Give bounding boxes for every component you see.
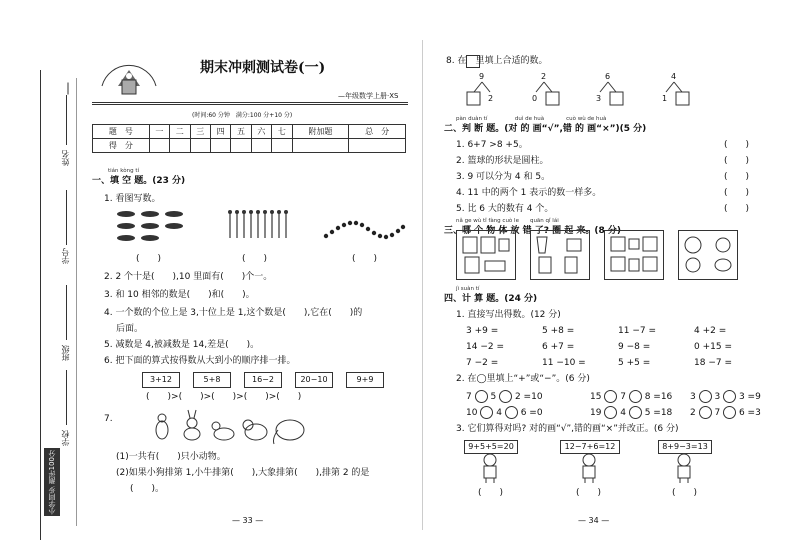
- fill-row: 10 4 6 =0: [466, 408, 543, 418]
- calc-item: 5 +8 =: [542, 326, 575, 336]
- judge-item: 1. 6+7 >8 +5。: [456, 140, 528, 150]
- q7-text: 7.: [104, 414, 113, 424]
- check-answer[interactable]: ( ): [576, 488, 602, 498]
- pins-icon: [226, 208, 290, 244]
- title-rule-2: [92, 104, 408, 105]
- operator-circle[interactable]: [604, 390, 617, 403]
- page-divider: [422, 40, 423, 530]
- score-cell[interactable]: [170, 139, 190, 153]
- school-label: 学校: [61, 430, 70, 446]
- check-answer[interactable]: ( ): [478, 488, 504, 498]
- q8-square: [466, 55, 480, 68]
- animals-illustration: [150, 408, 310, 446]
- sign-expression: 9+5+5=20: [464, 440, 518, 454]
- q1-blank[interactable]: ( ): [136, 254, 162, 264]
- calc-item: 18 −7 =: [694, 358, 732, 368]
- calc-q3-text: 3. 它们算得对吗? 对的画“√”,错的画“×”并改正。(6 分): [456, 424, 679, 434]
- bond-given: 1: [662, 94, 668, 103]
- score-header: 二: [170, 125, 190, 139]
- score-cell[interactable]: [292, 139, 349, 153]
- bond-given: 3: [596, 94, 602, 103]
- q7-2-text: (2)如果小狗排第 1,小牛排第( ),大象排第( ),排第 2 的是: [116, 468, 370, 478]
- order-blanks[interactable]: ( )>( )>( )>( )>( ): [146, 392, 302, 402]
- object-group-3[interactable]: [604, 230, 664, 280]
- expression-card: 3+12: [142, 372, 180, 388]
- spine-logo: 小学同步 测评100分: [44, 448, 60, 516]
- fill-row: 2 7 6 =3: [690, 408, 761, 418]
- school-line: [66, 370, 67, 425]
- calc-item: 5 +5 =: [618, 358, 651, 368]
- score-header: 四: [210, 125, 230, 139]
- spine-tick: [68, 83, 69, 95]
- sign-expression: 12−7+6=12: [560, 440, 620, 454]
- operator-circle[interactable]: [699, 406, 712, 419]
- bond-top: 4: [671, 72, 677, 81]
- calc-item: 6 +7 =: [542, 342, 575, 352]
- name-label: 姓名: [61, 150, 70, 166]
- q4-text-cont: 后面。: [116, 324, 144, 334]
- cartoon-character-icon: [575, 452, 603, 484]
- expression-card: 20−10: [295, 372, 333, 388]
- judge-item: 3. 9 可以分为 4 和 5。: [456, 172, 551, 182]
- operator-circle[interactable]: [723, 406, 736, 419]
- bond-given: 0: [532, 94, 538, 103]
- s3-pinyin: nǎ ge wù tǐ fàng cuò le quān qǐ lái: [456, 218, 559, 224]
- cartoon-character-icon: [670, 452, 698, 484]
- bond-top: 2: [541, 72, 547, 81]
- calc-item: 3 +9 =: [466, 326, 499, 336]
- cartoon-character-icon: [476, 452, 504, 484]
- bond-top: 6: [605, 72, 611, 81]
- class-line: [66, 285, 67, 340]
- page-number-right: — 34 —: [578, 516, 610, 525]
- caterpillar-icon: [116, 208, 190, 248]
- score-header: 三: [190, 125, 210, 139]
- page-title: 期末冲刺测试卷(一): [200, 60, 326, 76]
- object-group-1[interactable]: [456, 230, 516, 280]
- s4-pinyin: jì suàn tí: [456, 286, 480, 292]
- score-header: 五: [231, 125, 251, 139]
- operator-circle[interactable]: [475, 390, 488, 403]
- calc-item: 4 +2 =: [694, 326, 727, 336]
- operator-circle[interactable]: [629, 406, 642, 419]
- check-answer[interactable]: ( ): [672, 488, 698, 498]
- q1-blank[interactable]: ( ): [242, 254, 268, 264]
- expression-card: 16−2: [244, 372, 282, 388]
- operator-circle[interactable]: [723, 390, 736, 403]
- judge-item: 2. 篮球的形状是圆柱。: [456, 156, 549, 166]
- score-header: 一: [149, 125, 169, 139]
- calc-item: 14 −2 =: [466, 342, 504, 352]
- calc-q1-text: 1. 直接写出得数。(12 分): [456, 310, 561, 320]
- score-header: 题 号: [93, 125, 150, 139]
- s3-title: 三、哪 个 物 体 放 错 了? 圈 起 来。(8 分): [444, 226, 622, 236]
- student-id-line: [66, 190, 67, 245]
- operator-circle[interactable]: [499, 390, 512, 403]
- operator-circle[interactable]: [604, 406, 617, 419]
- judge-answer[interactable]: ( ): [724, 188, 750, 198]
- score-header: 六: [251, 125, 271, 139]
- calc-item: 9 −8 =: [618, 342, 651, 352]
- calc-item: 11 −10 =: [542, 358, 586, 368]
- sign-expression: 8+9−3=13: [658, 440, 712, 454]
- score-cell[interactable]: [272, 139, 292, 153]
- q3-text: 3. 和 10 相邻的数是( )和( )。: [104, 290, 255, 300]
- judge-answer[interactable]: ( ): [724, 172, 750, 182]
- score-row-label: 得 分: [93, 139, 150, 153]
- operator-circle[interactable]: [699, 390, 712, 403]
- q7-1-text: (1)一共有( )只小动物。: [116, 452, 226, 462]
- object-group-4[interactable]: [678, 230, 738, 280]
- score-cell[interactable]: [149, 139, 169, 153]
- class-label: 班级: [61, 345, 70, 361]
- page-number-left: — 33 —: [232, 516, 264, 525]
- q6-text: 6. 把下面的算式按得数从大到小的顺序排一排。: [104, 356, 296, 366]
- time-info: (时间:60 分钟 满分:100 分+10 分): [192, 112, 293, 119]
- expression-card: 9+9: [346, 372, 384, 388]
- q1-text: 1. 看图写数。: [104, 194, 161, 204]
- q7-2-text-cont: ( )。: [130, 484, 165, 494]
- series-logo: [96, 56, 162, 100]
- score-cell[interactable]: [349, 139, 406, 153]
- score-header: 七: [272, 125, 292, 139]
- grade-subtitle: —年级数学上册·XS: [338, 92, 399, 100]
- operator-circle[interactable]: [505, 406, 518, 419]
- object-group-2[interactable]: [530, 230, 590, 280]
- calc-item: 11 −7 =: [618, 326, 656, 336]
- q5-text: 5. 减数是 4,被减数是 14,差是( )。: [104, 340, 260, 350]
- s2-title: 二、判 断 题。(对 的 画“√”,错 的 画“×”)(5 分): [444, 124, 647, 134]
- spine-border: [40, 70, 41, 540]
- judge-answer[interactable]: ( ): [724, 140, 750, 150]
- judge-item: 5. 比 6 大的数有 4 个。: [456, 204, 554, 214]
- score-cell[interactable]: [231, 139, 251, 153]
- operator-circle[interactable]: [629, 390, 642, 403]
- bond-given: 2: [488, 94, 494, 103]
- score-header: 总 分: [349, 125, 406, 139]
- fill-row: 3 3 3 =9: [690, 392, 761, 402]
- score-table: [92, 124, 406, 153]
- fill-row: 19 4 5 =18: [590, 408, 673, 418]
- score-cell[interactable]: [210, 139, 230, 153]
- calc-q2-text: 2. 在◯里填上“+”或“−”。(6 分): [456, 374, 590, 384]
- fill-row: 15 7 8 =16: [590, 392, 673, 402]
- score-header: 附加题: [292, 125, 349, 139]
- s1-pinyin: tián kòng tí: [108, 168, 140, 174]
- fill-row: 7 5 2 =10: [466, 392, 543, 402]
- bond-top: 9: [479, 72, 485, 81]
- judge-item: 4. 11 中的两个 1 表示的数一样多。: [456, 188, 602, 198]
- judge-answer[interactable]: ( ): [724, 156, 750, 166]
- score-cell[interactable]: [251, 139, 271, 153]
- operator-circle[interactable]: [480, 406, 493, 419]
- q1-blank[interactable]: ( ): [352, 254, 378, 264]
- student-id-label: 学号: [61, 248, 70, 264]
- calc-item: 7 −2 =: [466, 358, 499, 368]
- name-line: [66, 95, 67, 145]
- s2-pinyin: pàn duàn tí duì de huà cuò wù de huà: [456, 116, 607, 122]
- expression-card: 5+8: [193, 372, 231, 388]
- judge-answer[interactable]: ( ): [724, 204, 750, 214]
- s1-title: 一、填 空 题。(23 分): [92, 176, 186, 186]
- q2-text: 2. 2 个十是( ),10 里面有( )个一。: [104, 272, 273, 282]
- calc-item: 0 +15 =: [694, 342, 732, 352]
- number-bonds: [462, 72, 702, 112]
- q4-text: 4. 一个数的个位上是 3,十位上是 1,这个数是( ),它在( )的: [104, 308, 363, 318]
- bead-string-icon: [322, 214, 406, 244]
- title-rule: [92, 102, 408, 103]
- q8-text: 8. 在 里填上合适的数。: [446, 56, 548, 66]
- s4-title: 四、计 算 题。(24 分): [444, 294, 538, 304]
- score-cell[interactable]: [190, 139, 210, 153]
